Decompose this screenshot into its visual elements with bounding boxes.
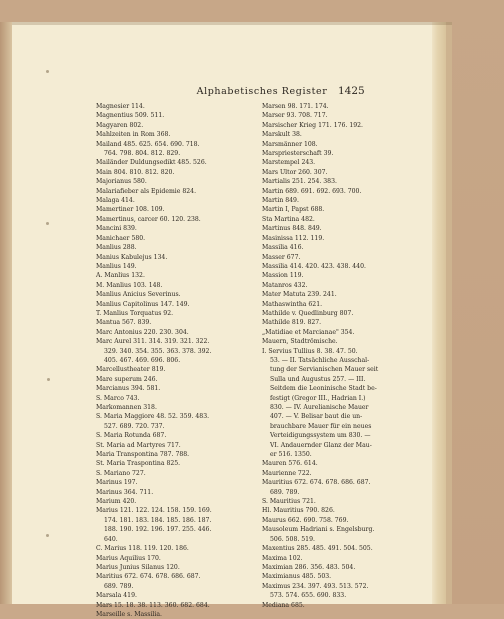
- index-entry: Marinus 364. 711.: [96, 488, 154, 496]
- index-entry: S. Mariano 727.: [96, 469, 146, 477]
- index-entry: Marius Junius Silanus 120.: [96, 563, 180, 571]
- page-title: Alphabetisches Register: [196, 86, 328, 97]
- index-entry-continuation: 830. — IV. Aurelianische Mauer: [270, 404, 369, 411]
- margin-speck: [47, 378, 50, 381]
- index-entry: Marius 121. 122. 124. 158. 159. 169.: [96, 507, 212, 515]
- index-entry-continuation: Verteidigungssystem um 830. —: [270, 432, 371, 440]
- index-entry-continuation: tung der Servianischen Mauer seit: [270, 366, 379, 374]
- index-entry: Martin 849.: [262, 197, 299, 205]
- book-binding: [0, 22, 12, 604]
- index-entry: Mahlzeiten in Rom 368.: [96, 131, 171, 139]
- index-entry: Mantua 567. 839.: [96, 319, 152, 327]
- index-entry-continuation: 329. 340. 354. 355. 363. 378. 392.: [104, 347, 212, 355]
- index-entry: S. Marco 743.: [96, 394, 140, 402]
- index-entry: Mars 15. 18. 38. 113. 360. 682. 684.: [96, 601, 210, 609]
- index-entry: Massilia 416.: [262, 244, 304, 252]
- page-stack-edge: [432, 22, 446, 604]
- index-entry: Magnentius 509. 511.: [96, 112, 165, 120]
- index-entry: Maximian 286. 356. 483. 504.: [262, 563, 356, 571]
- index-entry: Marcianus 394. 581.: [96, 385, 161, 393]
- index-entry-continuation: 527. 689. 720. 737.: [104, 422, 165, 430]
- index-entry: Malariafieber als Epidemie 824.: [96, 187, 197, 195]
- index-entry: Maximianus 485. 503.: [262, 573, 332, 581]
- index-entry: Marsischer Krieg 171. 176. 192.: [262, 121, 363, 129]
- index-entry: Martin 689. 691. 692. 693. 700.: [262, 187, 362, 195]
- index-column-left: [96, 102, 268, 619]
- index-entry: S. Maria Rotunda 687.: [96, 432, 167, 440]
- index-entry: C. Marius 118. 119. 120. 186.: [96, 545, 189, 553]
- index-entry: Manlius 149.: [96, 262, 137, 270]
- index-entry-continuation: 174. 181. 183. 184. 185. 186. 187.: [104, 516, 212, 524]
- index-entry: St. Maria Traspontina 825.: [96, 460, 181, 468]
- index-entry: Martin I, Papst 688.: [262, 206, 325, 214]
- index-entry: Matanros 432.: [262, 281, 308, 289]
- index-column-right: [262, 102, 430, 610]
- margin-speck: [46, 222, 49, 225]
- index-entry: Marspriesterschaft 39.: [262, 150, 334, 158]
- index-entry-continuation: Sulla und Augustus 257. — III.: [270, 375, 366, 383]
- index-entry: Martialis 251. 254. 383.: [262, 178, 337, 186]
- index-entry: Mathaswintha 621.: [262, 300, 323, 308]
- index-entry: Marstempel 243.: [262, 159, 316, 167]
- index-entry: Maurus 662. 690. 758. 769.: [262, 516, 349, 524]
- index-entry: Main 804. 810. 812. 820.: [96, 168, 175, 176]
- index-entry: Maximus 234. 397. 493. 513. 572.: [262, 582, 369, 590]
- index-entry: Martinus 848. 849.: [262, 225, 322, 233]
- index-entry: Markomannen 318.: [96, 404, 157, 411]
- index-entry: Marc Aurel 311. 314. 319. 321. 322.: [96, 338, 210, 346]
- index-entry: M. Manlius 103. 148.: [96, 281, 163, 289]
- index-entry: Majorianus 580.: [96, 178, 147, 186]
- index-entry: Malaga 414.: [96, 197, 135, 205]
- cover-edge: [446, 22, 452, 604]
- index-entry: Marcellustheater 819.: [96, 366, 166, 374]
- index-entry: Manlius Anicius Severinus.: [96, 291, 181, 299]
- index-entry-continuation: 573. 574. 655. 690. 833.: [270, 592, 347, 600]
- index-entry: Marinus 197.: [96, 479, 138, 487]
- index-entry: Marskult 38.: [262, 131, 302, 139]
- index-entry: Maria Transpontina 787. 788.: [96, 451, 190, 459]
- index-entry: Maritius 672. 674. 678. 686. 687.: [96, 573, 201, 581]
- top-shadow: [12, 22, 452, 25]
- index-entry-continuation: Seitdem die Leoninische Stadt be-: [270, 385, 377, 393]
- margin-speck: [46, 70, 49, 73]
- index-entry: Marsmänner 108.: [262, 140, 318, 148]
- index-entry: A. Manlius 132.: [96, 272, 145, 280]
- index-entry: Maxentius 285. 485. 491. 504. 505.: [262, 545, 373, 553]
- index-entry: Mamertinus, carcer 60. 120. 238.: [96, 215, 201, 223]
- index-entry: Mathilde v. Quedlinburg 807.: [262, 309, 354, 317]
- index-entry: T. Manlius Torquatus 92.: [96, 309, 174, 317]
- index-entry: Marius Aquilius 170.: [96, 554, 161, 562]
- page-number: 1425: [338, 85, 365, 97]
- index-entry: Marseille s. Massilia.: [96, 610, 162, 618]
- index-entry: Marsala 419.: [96, 592, 137, 600]
- index-entry: Sta Martina 482.: [262, 215, 315, 223]
- index-entry: Manlius 288.: [96, 244, 137, 252]
- index-entry: Mediana 685.: [262, 601, 305, 609]
- index-entry: Masinissa 112. 119.: [262, 234, 325, 242]
- index-entry: Mauritius 672. 674. 678. 686. 687.: [262, 479, 371, 487]
- index-entry-continuation: 689. 789.: [270, 488, 300, 496]
- index-entry: Marser 93. 708. 717.: [262, 112, 328, 120]
- index-entry: S. Maria Maggiore 48. 52. 359. 483.: [96, 413, 210, 421]
- index-entry: Maurienne 722.: [262, 469, 312, 477]
- index-entry: Magyaren 802.: [96, 121, 144, 129]
- running-header: [20, 86, 504, 100]
- index-entry: Manichaer 580.: [96, 234, 146, 242]
- index-entry-continuation: brauchbare Mauer für ein neues: [270, 422, 372, 430]
- index-entry-continuation: 405. 467. 469. 696. 806.: [104, 356, 181, 364]
- index-entry: Mater Matuta 239. 241.: [262, 291, 337, 299]
- index-entry: Mauern, Stadtrömische.: [262, 338, 338, 346]
- index-entry: S. Mauritius 721.: [262, 498, 316, 506]
- index-entry: I. Servius Tullius 8. 38. 47. 50.: [262, 347, 358, 355]
- index-entry-continuation: er 516. 1350.: [270, 451, 312, 459]
- index-entry-continuation: festigt (Gregor III., Hadrian I.): [270, 394, 366, 402]
- index-entry: Mausoleum Hadriani s. Engelsburg.: [262, 526, 375, 534]
- index-entry: Magnesier 114.: [96, 103, 145, 110]
- index-entry-continuation: 640.: [104, 535, 118, 543]
- index-entry: Masser 677.: [262, 253, 301, 261]
- index-entry-continuation: VI. Andauernder Glanz der Mau-: [270, 441, 372, 449]
- index-entry-continuation: 188. 190. 192. 196. 197. 255. 446.: [104, 526, 212, 534]
- margin-speck: [46, 534, 49, 537]
- index-entry-continuation: 506. 508. 519.: [270, 535, 315, 543]
- index-entry: St. Maria ad Martyres 717.: [96, 441, 181, 449]
- index-entry: Mancini 839.: [96, 225, 137, 233]
- index-entry: Mathilde 819. 827.: [262, 319, 322, 327]
- index-entry: Mauren 576. 614.: [262, 460, 318, 468]
- index-entry: Mare superum 246.: [96, 375, 158, 383]
- index-entry: Massilia 414. 420. 423. 438. 440.: [262, 262, 366, 270]
- index-entry: Marc Antonius 220. 230. 304.: [96, 328, 189, 336]
- index-entry: Maxima 102.: [262, 554, 303, 562]
- index-entry-continuation: 764. 798. 804. 812. 829.: [104, 150, 181, 158]
- index-entry: Mamertiner 108. 109.: [96, 206, 165, 214]
- index-entry: Mailand 485. 625. 654. 690. 718.: [96, 140, 200, 148]
- index-entry-continuation: 407. — V. Belisar baut die un-: [270, 413, 363, 421]
- index-entry: Massion 119.: [262, 272, 304, 280]
- index-entry: Marsen 98. 171. 174.: [262, 103, 329, 110]
- index-entry: Manius Kabulejus 134.: [96, 253, 168, 261]
- index-entry: Marium 420.: [96, 498, 137, 506]
- index-entry: Manlius Capitolinus 147. 149.: [96, 300, 190, 308]
- index-entry: Mailänder Duldungsedikt 485. 526.: [96, 159, 207, 167]
- index-entry: Hl. Mauritius 790. 826.: [262, 507, 335, 515]
- index-entry-continuation: 53. — II. Tatsächliche Ausschal-: [270, 356, 370, 364]
- index-entry: Mars Ultor 260. 307.: [262, 168, 328, 176]
- index-entry-continuation: 689. 789.: [104, 582, 134, 590]
- index-entry: „Matidiae et Marcianae" 354.: [262, 328, 355, 336]
